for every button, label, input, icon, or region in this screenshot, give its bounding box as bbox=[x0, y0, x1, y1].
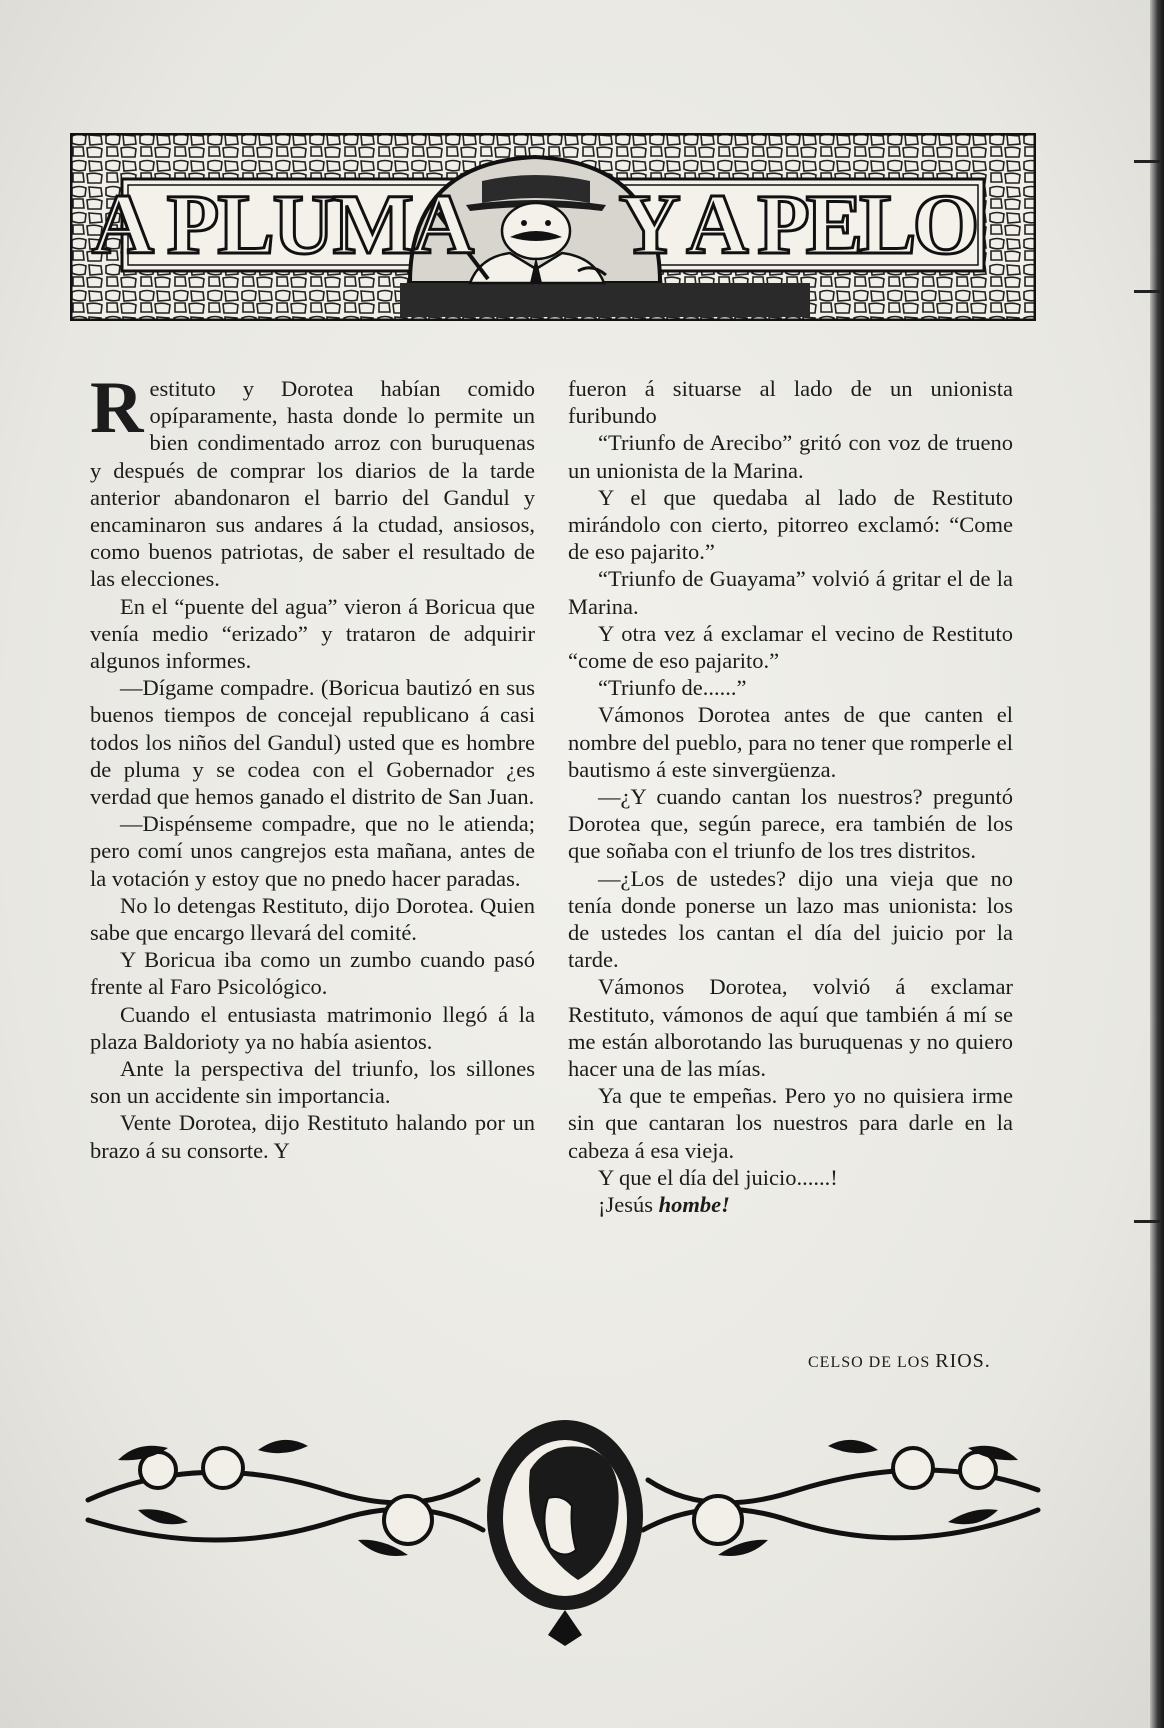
stitch-mark bbox=[1134, 1220, 1160, 1223]
paragraph-text: Vámonos Dorotea antes de que canten el nombre del pueblo, para no tener que romperle el bautismo á este sinvergüenza. bbox=[568, 702, 1013, 782]
article-paragraph bbox=[568, 865, 1013, 974]
article-column-left bbox=[90, 367, 535, 1164]
article-paragraph bbox=[90, 367, 535, 593]
paragraph-text: No lo detengas Restituto, dijo Dorotea. Quien sabe que encargo llevará del comité. bbox=[90, 892, 535, 946]
paragraph-text: Vente Dorotea, dijo Restituto halando por un brazo á su consorte. Y bbox=[90, 1110, 535, 1163]
article-column-right bbox=[568, 375, 1013, 1218]
paragraph-text: Ya que te empeñas. Pero yo no quisiera irme sin que cantaran los nuestros para darle en la cabeza á esa vieja. bbox=[568, 1083, 1013, 1163]
paragraph-text: —¿Los de ustedes? dijo una vieja que no tenía donde ponerse un lazo mas unionista: los de ustedes los cantan el día del juicio por la tarde. bbox=[568, 865, 1013, 973]
article-paragraph bbox=[568, 375, 1013, 429]
paragraph-text: ¡Jesús bbox=[598, 1192, 659, 1218]
article-paragraph bbox=[568, 620, 1013, 674]
article-paragraph bbox=[568, 484, 1013, 566]
article-paragraph bbox=[90, 1055, 535, 1109]
article-paragraph bbox=[568, 565, 1013, 619]
banner-title-left: A PLUMA bbox=[91, 176, 473, 272]
paragraph-text: —¿Y cuando cantan los nuestros? preguntó Dorotea que, según parece, era también de los que soñaba con el triunfo de los tres distritos. bbox=[568, 784, 1013, 864]
stitch-mark bbox=[1134, 290, 1160, 293]
signature-surname: RIOS. bbox=[935, 1350, 991, 1372]
paragraph-text: “Triunfo de Arecibo” gritó con voz de trueno un unionista de la Marina. bbox=[568, 430, 1013, 483]
header-banner bbox=[70, 133, 1036, 321]
paragraph-text: Vámonos Dorotea, volvió á exclamar Restituto, vámonos de aquí que también á mí se me están alborotando las buruquenas y no quiero hacer una de las mías. bbox=[568, 974, 1013, 1082]
article-paragraph bbox=[568, 674, 1013, 701]
woman-portrait-medallion bbox=[487, 1420, 643, 1646]
article-paragraph bbox=[568, 1082, 1013, 1164]
paragraph-text: “Triunfo de......” bbox=[598, 675, 747, 701]
paragraph-text: fueron á situarse al lado de un unionista furibundo bbox=[568, 376, 1013, 429]
paragraph-text: Y Boricua iba como un zumbo cuando pasó frente al Faro Psicológico. bbox=[90, 947, 535, 1000]
binding-spine bbox=[1150, 0, 1164, 1728]
article-paragraph bbox=[90, 593, 535, 675]
paragraph-text: En el “puente del agua” vieron á Boricua que venía medio “erizado” y trataron de adquirir algunos informes. bbox=[90, 593, 535, 674]
stitch-mark bbox=[1134, 160, 1160, 163]
signature-name: CELSO DE LOS bbox=[808, 1354, 931, 1371]
paragraph-text: Y que el día del juicio......! bbox=[598, 1164, 838, 1190]
article-paragraph bbox=[90, 674, 535, 810]
article-paragraph bbox=[568, 1191, 1013, 1218]
rose-cluster-right bbox=[694, 1440, 1018, 1556]
article-paragraph bbox=[568, 429, 1013, 483]
article-paragraph bbox=[568, 973, 1013, 1082]
paragraph-text: —Dígame compadre. (Boricua bautizó en sus buenos tiempos de concejal republicano á casi todos los niños del Gandul) usted que es hombre de pluma y se codea con el Gobernador ¿es verdad que hemos ganado el distrito de San Juan. bbox=[90, 675, 535, 810]
drop-cap: R bbox=[90, 367, 144, 449]
article-paragraph bbox=[568, 701, 1013, 783]
article-paragraph bbox=[90, 1109, 535, 1163]
article-paragraph bbox=[90, 892, 535, 946]
paragraph-text: “Triunfo de Guayama” volvió á gritar el de la Marina. bbox=[568, 566, 1013, 619]
author-signature bbox=[808, 1350, 991, 1373]
paragraph-text: Y otra vez á exclamar el vecino de Restituto “come de eso pajarito.” bbox=[568, 620, 1013, 674]
article-paragraph bbox=[90, 810, 535, 892]
article-paragraph bbox=[90, 946, 535, 1000]
paragraph-text: Ante la perspectiva del triunfo, los sillones son un accidente sin importancia. bbox=[90, 1056, 535, 1109]
floral-ornament bbox=[78, 1410, 1058, 1650]
emphasis-text: hombe! bbox=[658, 1192, 730, 1218]
paragraph-text: Y el que quedaba al lado de Restituto mirándolo con cierto, pitorreo exclamó: “Come de eso pajarito.” bbox=[568, 484, 1013, 565]
paragraph-text: Cuando el entusiasta matrimonio llegó á la plaza Baldorioty ya no había asientos. bbox=[90, 1001, 535, 1054]
paragraph-text: —Dispénseme compadre, que no le atienda; pero comí unos cangrejos esta mañana, antes de la votación y estoy que no pnedo hacer paradas. bbox=[90, 811, 535, 891]
article-paragraph bbox=[568, 783, 1013, 865]
article-paragraph bbox=[90, 1001, 535, 1055]
paragraph-text: estituto y Dorotea habían comido opíparamente, hasta donde lo permite un bien condimentado arroz con buruquenas y después de comprar los diarios de la tarde anterior abandonaron el barrio del Gandul y encaminaron sus andares á la ctudad, ansiosos, como buenos patriotas, de saber el resultado de las elecciones. bbox=[90, 376, 535, 592]
article-paragraph bbox=[568, 1164, 1013, 1191]
banner-title-right: Y A PELO bbox=[618, 176, 976, 272]
